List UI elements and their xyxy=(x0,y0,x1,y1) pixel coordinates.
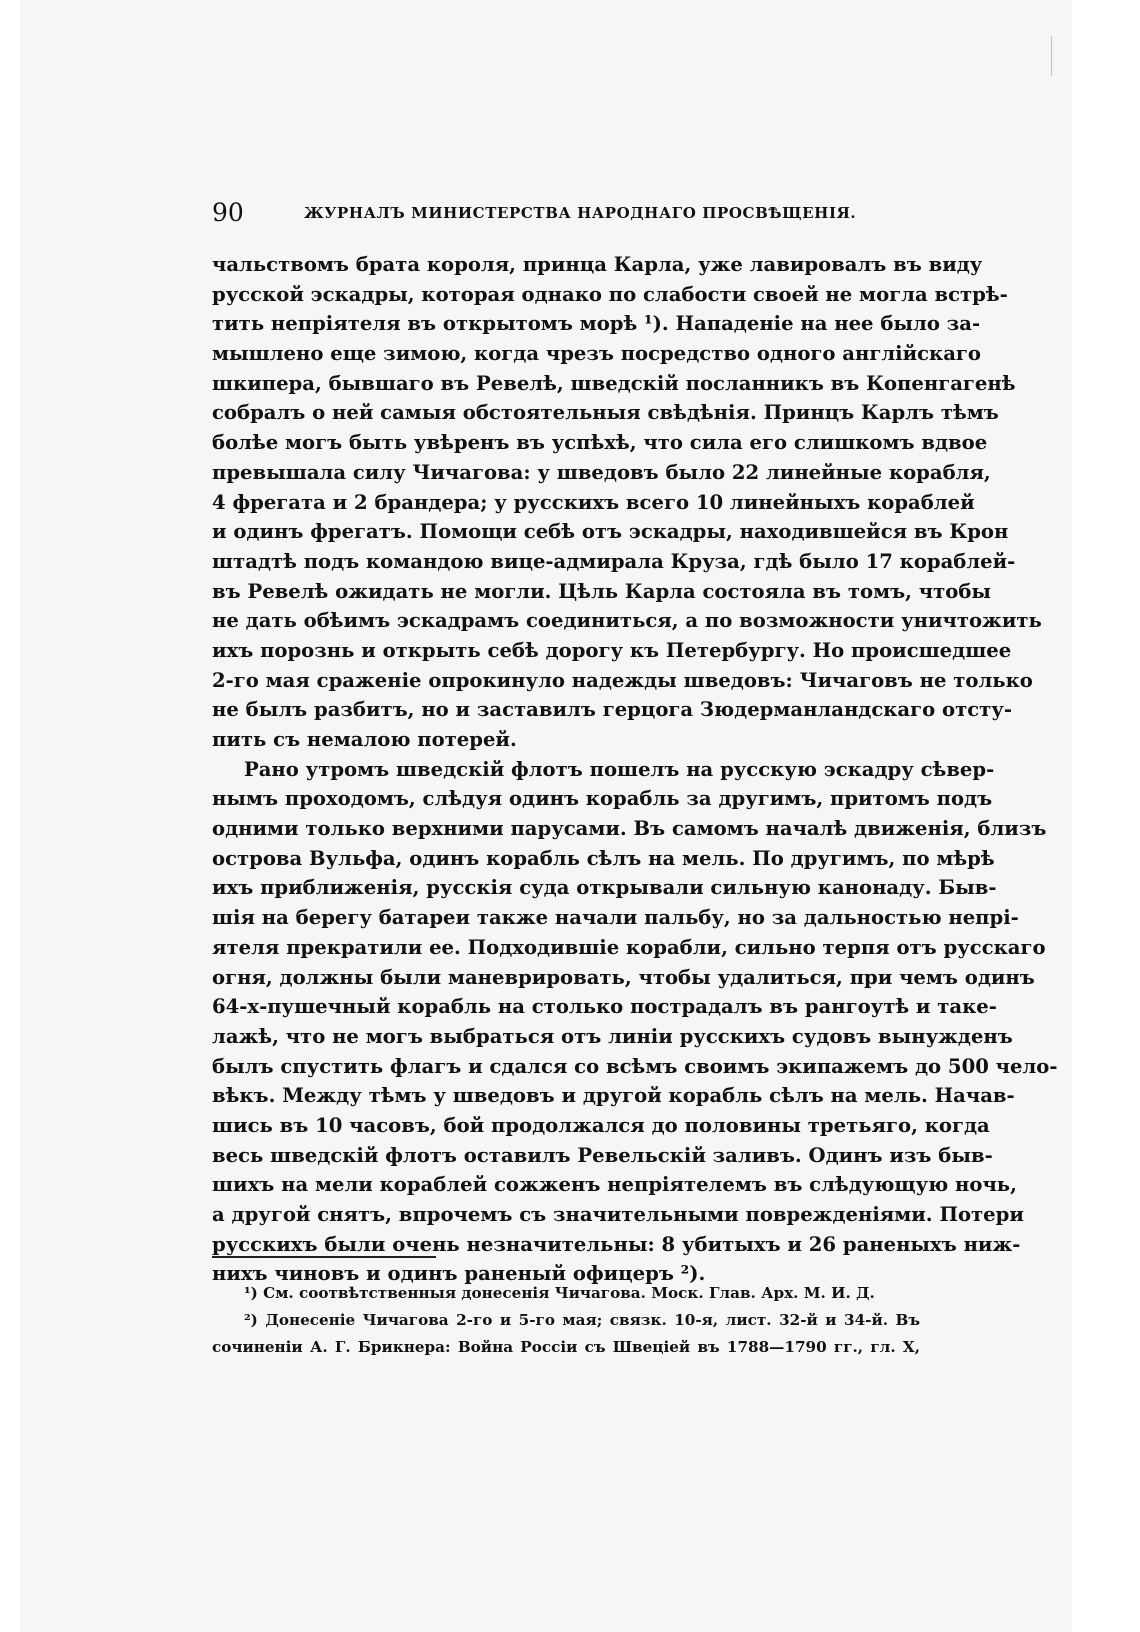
text-line: острова Вульфа, одинъ корабль сѣлъ на мель. По другимъ, по мѣрѣ xyxy=(212,846,995,870)
text-line: 64-х-пушечный корабль на столько пострадалъ въ рангоутѣ и таке- xyxy=(212,995,997,1019)
footnote-line: ¹) См. соотвѣтственныя донесенія Чичагова. Моск. Глав. Арх. М. И. Д. xyxy=(244,1284,875,1302)
text-line: 4 фрегата и 2 брандера; у русскихъ всего 10 линейныхъ кораблей xyxy=(212,490,975,514)
text-line: огня, должны были маневрировать, чтобы удалиться, при чемъ одинъ xyxy=(212,965,1035,989)
text-line: шихъ на мели кораблей сожженъ непріятелемъ въ слѣдующую ночь, xyxy=(212,1173,1017,1197)
text-line: нымъ проходомъ, слѣдуя одинъ корабль за другимъ, притомъ подъ xyxy=(212,787,993,811)
text-line: собралъ о ней самыя обстоятельныя свѣдѣнія. Принцъ Карлъ тѣмъ xyxy=(212,401,999,425)
text-line: нихъ чиновъ и одинъ раненый офицеръ ²). xyxy=(212,1262,706,1286)
text-line: чальствомъ брата короля, принца Карла, уже лавировалъ въ виду xyxy=(212,253,983,276)
text-line: тить непріятеля въ открытомъ морѣ ¹). Нападеніе на нее было за- xyxy=(212,312,981,336)
text-line: весь шведскій флотъ оставилъ Ревельскій заливъ. Одинъ изъ быв- xyxy=(212,1143,993,1167)
text-line: не былъ разбитъ, но и заставилъ герцога Зюдерманландскаго отсту- xyxy=(212,698,1012,722)
page-number: 90 xyxy=(212,198,244,227)
text-line: мышлено еще зимою, когда чрезъ посредство одного англійскаго xyxy=(212,342,981,366)
text-line: шкипера, бывшаго въ Ревелѣ, шведскій посланникъ въ Копенгагенѣ xyxy=(212,371,1016,395)
footnote-line: ²) Донесеніе Чичагова 2-го и 5-го мая; связк. 10-я, лист. 32-й и 34-й. Въ xyxy=(244,1311,920,1329)
footnote-line: сочиненіи А. Г. Брикнера: Война Россіи съ Швеціей въ 1788—1790 гг., гл. X, xyxy=(212,1338,920,1356)
footnote-divider xyxy=(212,1256,436,1258)
text-line: превышала силу Чичагова: у шведовъ было 22 линейные корабля, xyxy=(212,460,991,484)
text-line: и одинъ фрегатъ. Помощи себѣ отъ эскадры, находившейся въ Крон xyxy=(212,520,1009,544)
body-text xyxy=(212,250,1058,1289)
text-line: болѣе могъ быть увѣренъ въ успѣхѣ, что сила его слишкомъ вдвое xyxy=(212,431,988,455)
text-line: лажѣ, что не могъ выбраться отъ линіи русскихъ судовъ вынужденъ xyxy=(212,1024,1013,1048)
text-line: ятеля прекратили ее. Подходившіе корабли, сильно терпя отъ русскаго xyxy=(212,935,1046,959)
text-line: а другой снятъ, впрочемъ съ значительными поврежденіями. Потери xyxy=(212,1203,1024,1226)
text-line: ихъ порознь и открыть себѣ дорогу къ Петербургу. Но происшедшее xyxy=(212,638,1012,662)
running-title: ЖУРНАЛЪ МИНИСТЕРСТВА НАРОДНАГО ПРОСВѢЩЕНІЯ. xyxy=(304,204,857,222)
text-line: не дать обѣимъ эскадрамъ соединиться, а по возможности уничтожить xyxy=(212,609,1042,633)
text-line: въ Ревелѣ ожидать не могли. Цѣль Карла состояла въ томъ, чтобы xyxy=(212,579,992,603)
text-line: пить съ немалою потерей. xyxy=(212,728,517,751)
footnotes xyxy=(212,1280,920,1361)
page-header xyxy=(212,198,920,232)
text-line: шія на берегу батареи также начали пальбу, но за дальностью непрі- xyxy=(212,906,1019,930)
text-line: ихъ приближенія, русскія суда открывали сильную канонаду. Быв- xyxy=(212,876,997,900)
text-line: русскихъ были очень незначительны: 8 убитыхъ и 26 раненыхъ ниж- xyxy=(212,1232,1021,1256)
page-edge-mark xyxy=(1051,36,1052,76)
text-line: 2-го мая сраженіе опрокинуло надежды шведовъ: Чичаговъ не только xyxy=(212,668,1033,692)
text-line: русской эскадры, которая однако по слабости своей не могла встрѣ- xyxy=(212,282,1008,306)
text-line: штадтѣ подъ командою вице-адмирала Круза, гдѣ было 17 кораблей- xyxy=(212,549,1016,573)
text-line: шись въ 10 часовъ, бой продолжался до половины третьяго, когда xyxy=(212,1113,990,1137)
text-line: былъ спустить флагъ и сдался со всѣмъ своимъ экипажемъ до 500 чело- xyxy=(212,1054,1058,1078)
text-line: Рано утромъ шведскій флотъ пошелъ на русскую эскадру сѣвер- xyxy=(244,757,995,781)
text-line: вѣкъ. Между тѣмъ у шведовъ и другой корабль сѣлъ на мель. Начав- xyxy=(212,1084,1015,1108)
text-line: одними только верхними парусами. Въ самомъ началѣ движенія, близъ xyxy=(212,817,1047,841)
